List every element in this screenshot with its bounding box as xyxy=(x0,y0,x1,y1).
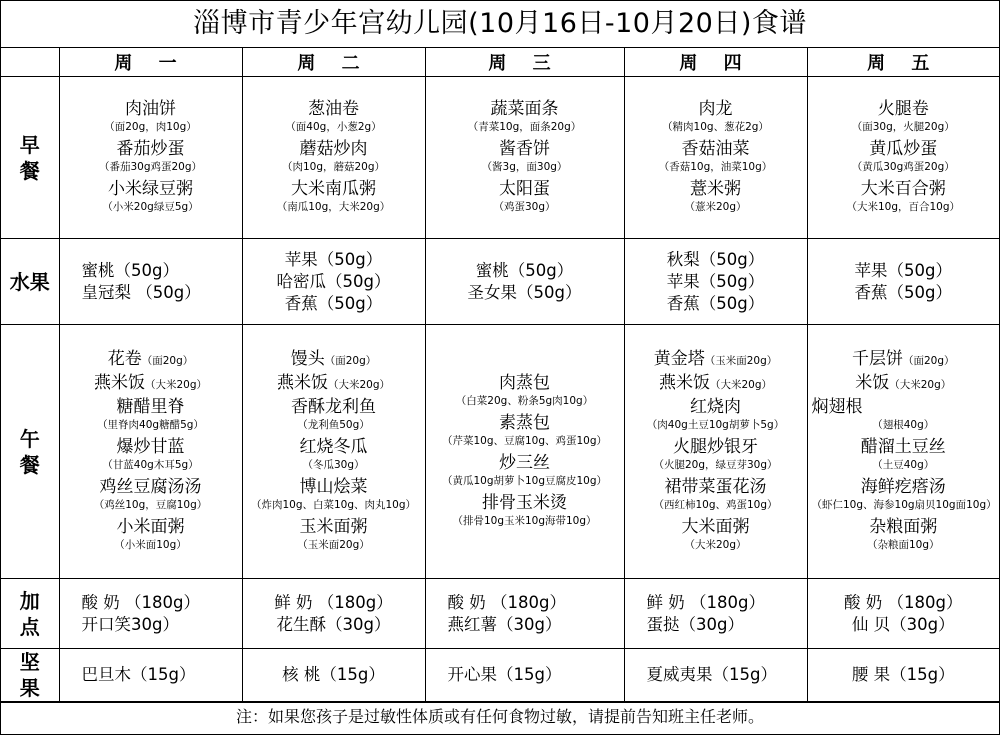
fruit-item: 圣女果（50g） xyxy=(467,282,582,302)
dish-name: 博山烩菜 xyxy=(299,476,368,497)
dish-name: 小米绿豆粥 xyxy=(108,178,193,199)
dish-name: 千层饼 xyxy=(851,348,903,369)
row-label-nuts xyxy=(1,649,59,702)
menu-table xyxy=(1,48,999,702)
dish-note: （南瓜10g，大米20g） xyxy=(276,200,391,213)
dish-name: 薏米粥 xyxy=(690,178,741,199)
dish-note: （排骨10g玉米10g海带10g） xyxy=(452,514,597,527)
nuts-cell-wed xyxy=(425,649,624,702)
dish-note: （火腿20g，绿豆芽30g） xyxy=(653,458,778,471)
dish-note: （黄瓜10g胡萝卜10g豆腐皮10g） xyxy=(441,474,608,487)
dish-name: 蔬菜面条 xyxy=(490,98,559,119)
nuts-row xyxy=(1,649,999,702)
row-label-nuts-text: 坚果 xyxy=(19,650,40,700)
lunch-cell-tue xyxy=(242,325,425,579)
dish-note: （面20g，肉10g） xyxy=(104,120,197,133)
day-header-tue: 周 二 xyxy=(242,48,425,77)
snack-cell-tue xyxy=(242,579,425,649)
nuts-item: 巴旦木（15g） xyxy=(81,665,196,684)
fruit-item: 哈密瓜（50g） xyxy=(276,271,391,291)
fruit-item: 香蕉（50g） xyxy=(284,293,383,313)
snack-cell-mon xyxy=(59,579,242,649)
corner-cell xyxy=(1,48,59,77)
fruit-item: 皇冠梨 （50g） xyxy=(81,282,201,302)
dish-note: （西红柿10g、鸡蛋10g） xyxy=(653,498,778,511)
dish-name: 蘑菇炒肉 xyxy=(299,138,368,159)
snack-item: 酸 奶 （180g） xyxy=(447,592,566,612)
fruit-cell-tue xyxy=(242,239,425,325)
nuts-item: 夏威夷果（15g） xyxy=(646,665,777,684)
dish-note: （肉40g土豆10g胡萝卜5g） xyxy=(646,418,785,431)
dish-name: 小米面粥 xyxy=(116,516,185,537)
dish-name: 酱香饼 xyxy=(499,138,550,159)
dish-name: 鸡丝豆腐汤汤 xyxy=(99,476,202,497)
dish-name: 爆炒甘蓝 xyxy=(116,436,185,457)
dish-note: （炸肉10g、白菜10g、肉丸10g） xyxy=(250,498,417,511)
dish-note: （面20g） xyxy=(324,354,377,367)
dish-note: （小米20g绿豆5g） xyxy=(102,200,199,213)
dish-name: 黄瓜炒蛋 xyxy=(869,138,938,159)
dish-name: 醋溜土豆丝 xyxy=(860,436,946,457)
snack-item: 鲜 奶 （180g） xyxy=(646,592,765,612)
fruit-cell-wed xyxy=(425,239,624,325)
dish-note: （酱3g，面30g） xyxy=(481,160,568,173)
dish-note: （大米20g） xyxy=(684,538,747,551)
snack-item: 花生酥（30g） xyxy=(276,614,391,634)
dish-name: 花卷 xyxy=(107,348,142,369)
snack-item: 鲜 奶 （180g） xyxy=(274,592,393,612)
day-header-row xyxy=(1,48,999,77)
dish-name: 红烧肉 xyxy=(690,396,741,417)
fruit-cell-fri xyxy=(807,239,999,325)
dish-note: （大米20g） xyxy=(709,378,773,391)
dish-name: 糖醋里脊 xyxy=(116,396,185,417)
dish-note: （面20g） xyxy=(902,354,955,367)
dish-name: 炒三丝 xyxy=(499,452,550,473)
fruit-item: 秋梨（50g） xyxy=(666,249,765,269)
row-label-breakfast xyxy=(1,77,59,239)
dish-line xyxy=(808,372,1000,396)
dish-note: （大米10g，百合10g） xyxy=(846,200,961,213)
dish-note: （薏米20g） xyxy=(684,200,747,213)
lunch-cell-mon xyxy=(59,325,242,579)
nuts-item: 核 桃（15g） xyxy=(282,665,385,684)
snack-cell-wed xyxy=(425,579,624,649)
dish-name: 杂粮面粥 xyxy=(869,516,938,537)
day-header-thu: 周 四 xyxy=(624,48,807,77)
fruit-item: 香蕉（50g） xyxy=(666,293,765,313)
dish-note: （肉10g，蘑菇20g） xyxy=(281,160,386,173)
nuts-cell-fri xyxy=(807,649,999,702)
page-title: 淄博市青少年宫幼儿园(10月16日-10月20日)食谱 xyxy=(1,1,999,48)
nuts-cell-thu xyxy=(624,649,807,702)
dish-note: （番茄30g鸡蛋20g） xyxy=(98,160,203,173)
dish-note: （玉米面20g） xyxy=(297,538,370,551)
lunch-cell-fri xyxy=(807,325,999,579)
dish-name: 海鲜疙瘩汤 xyxy=(860,476,946,497)
fruit-item: 蜜桃（50g） xyxy=(475,260,574,280)
dish-note: （大米20g） xyxy=(889,378,952,391)
dish-name: 米饭 xyxy=(855,372,890,393)
breakfast-cell-mon xyxy=(59,77,242,239)
dish-name: 大米南瓜粥 xyxy=(291,178,376,199)
dish-note: （翅根40g） xyxy=(872,418,935,431)
dish-note: （大米20g） xyxy=(327,378,391,391)
dish-line xyxy=(625,372,807,396)
fruit-item: 蜜桃（50g） xyxy=(81,260,179,280)
dish-line xyxy=(808,348,1000,372)
allergy-note: 注：如果您孩子是过敏性体质或有任何食物过敏，请提前告知班主任老师。 xyxy=(1,702,999,731)
dish-note: （香菇10g，油菜10g） xyxy=(658,160,773,173)
lunch-row xyxy=(1,325,999,579)
dish-note: （大米20g） xyxy=(144,378,208,391)
dish-name: 红烧冬瓜 xyxy=(299,436,368,457)
breakfast-cell-wed xyxy=(425,77,624,239)
dish-name: 大米百合粥 xyxy=(860,178,946,199)
row-label-breakfast-text: 早餐 xyxy=(19,132,40,183)
nuts-cell-tue xyxy=(242,649,425,702)
dish-name: 太阳蛋 xyxy=(499,178,550,199)
breakfast-cell-thu xyxy=(624,77,807,239)
lunch-cell-wed xyxy=(425,325,624,579)
dish-note: （杂粮面10g） xyxy=(866,538,940,551)
dish-name: 燕米饭 xyxy=(276,372,328,393)
dish-note: （虾仁10g、海参10g扇贝10g面10g） xyxy=(811,498,997,511)
dish-name: 燕米饭 xyxy=(658,372,710,393)
dish-note: （黄瓜30g鸡蛋20g） xyxy=(851,160,955,173)
snack-item: 酸 奶 （180g） xyxy=(844,592,963,612)
dish-line xyxy=(60,348,242,372)
snack-row xyxy=(1,579,999,649)
fruit-item: 苹果（50g） xyxy=(284,249,383,269)
dish-line xyxy=(243,348,425,372)
dish-name: 焖翅根 xyxy=(811,396,863,417)
dish-line xyxy=(625,348,807,372)
fruit-item: 香蕉（50g） xyxy=(854,282,952,302)
fruit-item: 苹果（50g） xyxy=(854,260,952,280)
dish-note: （精肉10g、葱花2g） xyxy=(662,120,769,133)
snack-cell-thu xyxy=(624,579,807,649)
dish-name: 肉油饼 xyxy=(125,98,176,119)
snack-item: 蛋挞（30g） xyxy=(646,614,744,634)
dish-note: （面20g） xyxy=(141,354,194,367)
dish-name: 肉蒸包 xyxy=(499,372,550,393)
fruit-item: 苹果（50g） xyxy=(666,271,765,291)
day-header-fri: 周 五 xyxy=(807,48,999,77)
dish-name: 香菇油菜 xyxy=(681,138,750,159)
dish-name: 葱油卷 xyxy=(308,98,359,119)
breakfast-row xyxy=(1,77,999,239)
dish-note: （甘蓝40g木耳5g） xyxy=(102,458,199,471)
dish-name: 排骨玉米烫 xyxy=(482,492,567,513)
breakfast-cell-tue xyxy=(242,77,425,239)
nuts-item: 开心果（15g） xyxy=(447,665,562,684)
breakfast-cell-fri xyxy=(807,77,999,239)
fruit-cell-thu xyxy=(624,239,807,325)
dish-note: （鸡蛋30g） xyxy=(493,200,556,213)
row-label-lunch-text: 午餐 xyxy=(19,426,40,477)
nuts-cell-mon xyxy=(59,649,242,702)
dish-note: （里脊肉40g糖醋5g） xyxy=(97,418,204,431)
dish-note: （玉米面20g） xyxy=(704,354,778,367)
dish-name: 裙带菜蛋花汤 xyxy=(664,476,767,497)
row-label-snack-text: 加点 xyxy=(19,588,40,639)
lunch-cell-thu xyxy=(624,325,807,579)
snack-item: 燕红薯（30g） xyxy=(447,614,562,634)
row-label-lunch xyxy=(1,325,59,579)
dish-name: 燕米饭 xyxy=(93,372,145,393)
dish-name: 玉米面粥 xyxy=(299,516,368,537)
dish-name: 火腿卷 xyxy=(877,98,929,119)
nuts-item: 腰 果（15g） xyxy=(851,665,955,684)
fruit-row xyxy=(1,239,999,325)
fruit-cell-mon xyxy=(59,239,242,325)
dish-name: 香酥龙利鱼 xyxy=(291,396,376,417)
dish-note: （龙利鱼50g） xyxy=(297,418,370,431)
dish-name: 大米面粥 xyxy=(681,516,750,537)
dish-note: （鸡丝10g，豆腐10g） xyxy=(93,498,208,511)
dish-line xyxy=(243,372,425,396)
day-header-wed: 周 三 xyxy=(425,48,624,77)
snack-item: 酸 奶 （180g） xyxy=(81,592,200,612)
dish-name: 素蒸包 xyxy=(499,412,550,433)
dish-note: （面40g，小葱2g） xyxy=(285,120,382,133)
dish-note: （小米面10g） xyxy=(114,538,187,551)
dish-note: （芹菜10g、豆腐10g、鸡蛋10g） xyxy=(441,434,608,447)
day-header-mon: 周 一 xyxy=(59,48,242,77)
dish-note: （青菜10g，面条20g） xyxy=(467,120,582,133)
dish-note: （白菜20g、粉条5g肉10g） xyxy=(455,394,594,407)
snack-item: 仙 贝（30g） xyxy=(851,614,955,634)
snack-cell-fri xyxy=(807,579,999,649)
dish-name: 馒头 xyxy=(290,348,325,369)
row-label-snack xyxy=(1,579,59,649)
dish-line xyxy=(60,372,242,396)
snack-item: 开口笑30g） xyxy=(81,614,179,634)
dish-note: （面30g，火腿20g） xyxy=(851,120,955,133)
dish-name: 番茄炒蛋 xyxy=(116,138,185,159)
dish-name: 火腿炒银牙 xyxy=(673,436,758,457)
dish-note: （冬瓜30g） xyxy=(302,458,365,471)
dish-name: 黄金塔 xyxy=(653,348,705,369)
row-label-fruit: 水果 xyxy=(1,239,59,325)
dish-note: （土豆40g） xyxy=(872,458,935,471)
dish-name: 肉龙 xyxy=(698,98,733,119)
